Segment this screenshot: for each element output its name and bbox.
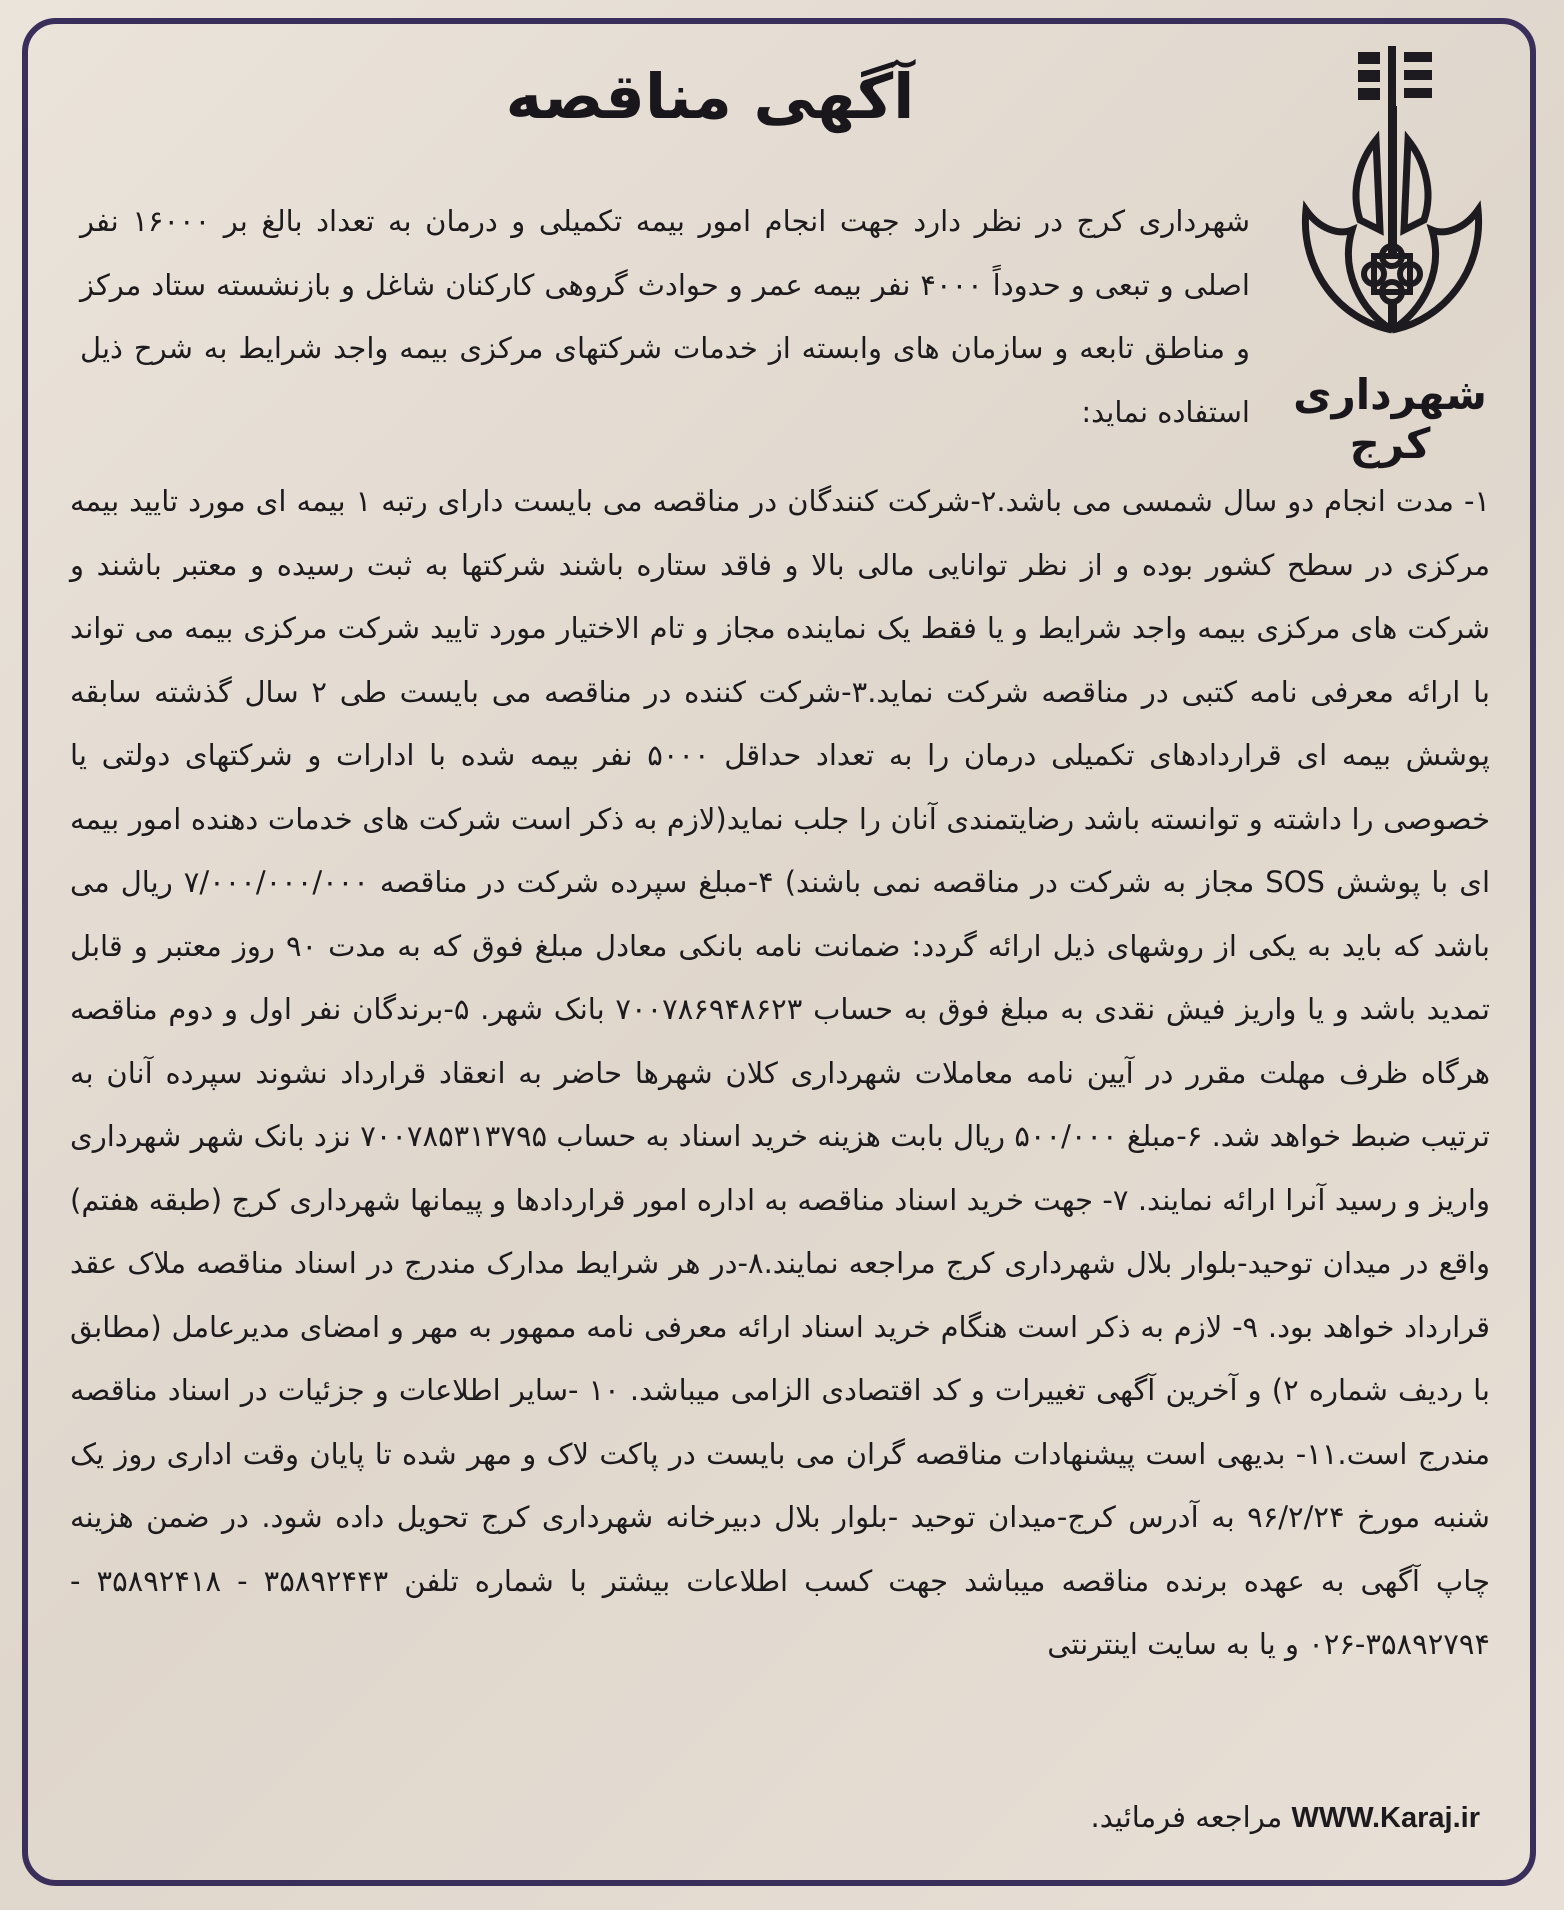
- closing-text: مراجعه فرمائید.: [1090, 1800, 1283, 1834]
- conditions-paragraph: ۱- مدت انجام دو سال شمسی می باشد.۲-شرکت کنندگان در مناقصه می بایست دارای رتبه ۱ بیمه ای مورد تایید بیمه مرکزی در سطح کشور بوده و از نظر توانایی مالی بالا و فاقد ستاره باشند شرکتها به ثبت رسیده و معتبر باشند و شرکت های مرکزی بیمه واجد شرایط و یا فقط یک نماینده مجاز و تام الاختیار مورد تایید شرکت مرکزی بیمه می تواند با ارائه معرفی نامه کتبی در مناقصه شرکت نماید.۳-شرکت کننده در مناقصه می بایست طی ۲ سال گذشته سابقه پوشش بیمه ای قراردادهای تکمیلی درمان را به تعداد حداقل ۵۰۰۰ نفر بیمه شده با ادارات و شرکتهای دولتی یا خصوصی را داشته و توانسته باشد رضایتمندی آنان را جلب نماید(لازم به ذکر است شرکت های خدمات دهنده امور بیمه ای با پوشش SOS مجاز به شرکت در مناقصه نمی باشند) ۴-مبلغ سپرده شرکت در مناقصه ۷/۰۰۰/۰۰۰/۰۰۰ ریال می باشد که باید به یکی از روشهای ذیل ارائه گردد: ضمانت نامه بانکی معادل مبلغ فوق که به مدت ۹۰ روز معتبر و قابل تمدید باشد و یا واریز فیش نقدی به مبلغ فوق به حساب ۷۰۰۷۸۶۹۴۸۶۲۳ بانک شهر. ۵-برندگان نفر اول و دوم مناقصه هرگاه ظرف مهلت مقرر در آیین نامه معاملات شهرداری کلان شهرها حاضر به انعقاد قرارداد نشوند سپرده آنان به ترتیب ضبط خواهد شد. ۶-مبلغ ۵۰۰/۰۰۰ ریال بابت هزینه خرید اسناد به حساب ۷۰۰۷۸۵۳۱۳۷۹۵ نزد بانک شهر شهرداری واریز و رسید آنرا ارائه نمایند. ۷- جهت خرید اسناد مناقصه به اداره امور قراردادها و پیمانها شهرداری کرج (طبقه هفتم) واقع در میدان توحید-بلوار بلال شهرداری کرج مراجعه نمایند.۸-در هر شرایط مدارک مندرج در اسناد مناقصه ملاک عقد قرارداد خواهد بود. ۹- لازم به ذکر است هنگام خرید اسناد ارائه معرفی نامه ممهور به مهر و امضای مدیرعامل (مطابق با ردیف شماره ۲) و آخرین آگهی تغییرات و کد اقتصادی الزامی میباشد. ۱۰ -سایر اطلاعات و جزئیات در اسناد مناقصه مندرج است.۱۱- بدیهی است پیشنهادات مناقصه گران می بایست در پاکت لاک و مهر شده تا پایان وقت اداری روز یک شنبه مورخ ۹۶/۲/۲۴ به آدرس کرج-میدان توحید -بلوار بلال دبیرخانه شهرداری کرج تحویل داده شود. در ضمن هزینه چاپ آگهی به عهده برنده مناقصه میباشد جهت کسب اطلاعات بیشتر با شماره تلفن ۳۵۸۹۲۴۴۳ - ۳۵۸۹۲۴۱۸ - ۳۵۸۹۲۷۹۴-۰۲۶ و یا به سایت اینترنتی: [70, 484, 1491, 1661]
- notice-title: آگهی مناقصه: [505, 60, 915, 133]
- intro-paragraph: شهرداری کرج در نظر دارد جهت انجام امور بیمه تکمیلی و درمان به تعداد بالغ بر ۱۶۰۰۰ نفر اصلی و تبعی و حدوداً ۴۰۰۰ نفر بیمه عمر و حوادث گروهی کارکنان شاغل و بازنشسته ستاد مرکز و مناطق تابعه و سازمان های وابسته از خدمات شرکتهای مرکزی بیمه واجد شرایط به شرح ذیل استفاده نماید:: [80, 204, 1250, 429]
- website-link[interactable]: WWW.Karaj.ir: [1291, 1802, 1480, 1834]
- logo-caption: شهرداری کرج: [1293, 370, 1487, 468]
- website-line: [1000, 1800, 1480, 1835]
